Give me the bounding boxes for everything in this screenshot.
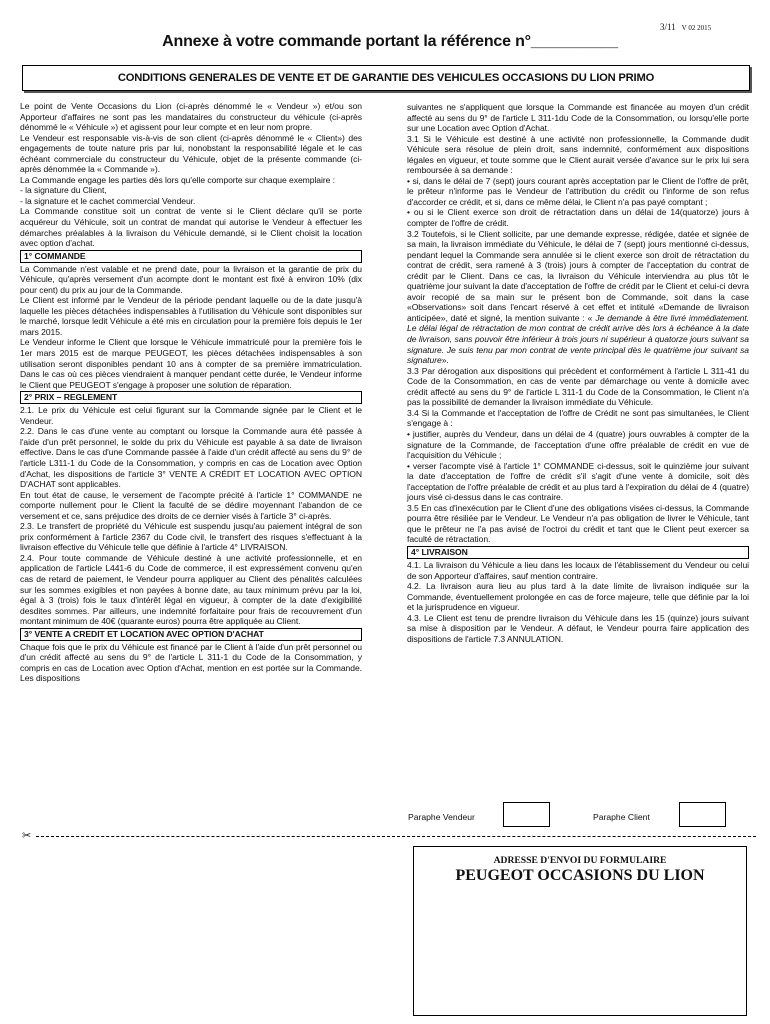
section-paragraph: • si, dans le délai de 7 (sept) jours courant après acceptation par le Client de l'offre de prêt, le prêteur n'informe pas le Vendeur de l'attribution du crédit ou l'informe de son refus d'accorder ce crédit, et si, dans ce même délai, le Client n'a pas payé comptant ; <box>407 175 749 207</box>
section-paragraph: Le Vendeur informe le Client que lorsque le Véhicule immatriculé pour la première fois le 1er mars 2015 est de marque PEUGEOT, les pièces détachées indispensables à son utilisation seront disponibles pendant 10 ans à compter de sa première immatriculation. Dans le cas où ces pièces viendraient à manquer pendant cette durée, le Vendeur informe le Client que PEUGEOT s'engage à proposer une solution de réparation. <box>20 337 362 390</box>
intro-paragraph: Le Vendeur est responsable vis-à-vis de son client (ci-après dénommé le « Client») des engagements de toute nature pris par lui, nonobstant la responsabilité légale et le cas échéant commerciale du constructeur du Véhicule, objet de la présente commande (ci-après dénommée la « Commande »). <box>20 132 362 175</box>
left-column <box>20 101 362 684</box>
version-label: V 02 2015 <box>681 24 712 32</box>
section-paragraph: 2.4. Pour toute commande de Véhicule destiné à une activité professionnelle, et en application de l'article L441-6 du Code de commerce, il est expressément convenu qu'en cas de retard de paiement, le Vendeur pourra appliquer au Client des pénalités calculées sur les sommes exigibles et non payées à bonne date, au taux minimum prévu par la loi, égal à 3 (trois) fois le taux d'intérêt légal en vigueur, à compter de la date d'exigibilité desdites sommes. Par ailleurs, une indemnité forfaitaire pour frais de recouvrement d'un montant minimum de 40€ (quarante euros) pourra être appliquée au Client. <box>20 552 362 627</box>
section-paragraph: 2.3. Le transfert de propriété du Véhicule est suspendu jusqu'au paiement intégral de son prix conformément à l'article 2367 du Code civil, le transfert des risques s'effectuant à la livraison effective du Véhicule telle que définie à l'article 4° LIVRAISON. <box>20 521 362 553</box>
section-paragraph: La Commande n'est valable et ne prend date, pour la livraison et la garantie de prix du Véhicule, qu'après versement d'un acompte dont le montant est fixé à environ 10% (dix pour cent) du prix au jour de la Commande. <box>20 263 362 295</box>
section-paragraph <box>407 229 749 366</box>
address-label: ADRESSE D'ENVOI DU FORMULAIRE <box>493 855 667 866</box>
intro-list-item: - la signature et le cachet commercial Vendeur. <box>20 195 196 206</box>
section-paragraph: 2.2. Dans le cas d'une vente au comptant ou lorsque la Commande aura été passée à l'aide d'un prêt personnel, le solde du prix du Véhicule est payable à sa date de livraison effective. Dans le cas d'une Commande passée à l'aide d'un crédit affecté au sens du 9° de l'article L311-1 du Code de la Consommation, y compris en cas de Location avec Option d'Achat, les dispositions de l'article 3° VENTE A CRÉDIT ET LOCATION AVEC OPTION D'ACHAT sont applicables. <box>20 426 362 490</box>
address-box <box>413 846 747 1016</box>
section-paragraph: suivantes ne s'appliquent que lorsque la Commande est financée au moyen d'un crédit affecté au sens du 9° de l'article L 311-1du Code de la Consommation, ou lorsqu'elle porte sur une Location avec Option d'Achat. <box>407 102 749 134</box>
paragraph-text: ». <box>441 355 449 366</box>
intro-paragraph: La Commande engage les parties dès lors qu'elle comporte sur chaque exemplaire : <box>20 174 335 185</box>
section-paragraph: 2.1. Le prix du Véhicule est celui figurant sur la Commande signée par le Client et le Vendeur. <box>20 405 362 426</box>
section-paragraph: 4.2. La livraison aura lieu au plus tard à la date limite de livraison indiquée sur la Commande, éventuellement prolongée en cas de force majeure, telle que définie par la loi et la jurisprudence en vigueur. <box>407 581 749 613</box>
page-number <box>660 22 711 32</box>
section-paragraph: • verser l'acompte visé à l'article 1° COMMANDE ci-dessus, soit le quinzième jour suivant la date d'acceptation de l'offre de crédit s'il s'agit d'une vente à domicile, soit dès l'acceptation de l'offre préalable de crédit et au plus tard à l'expiration du délai de 4 (quatre) jours visé ci-dessus dans le cas contraire. <box>407 460 749 503</box>
intro-paragraph: Le point de Vente Occasions du Lion (ci-après dénommé le « Vendeur ») et/ou son Apporteur d'affaires ne sont pas les mandataires du constructeur du véhicule (ci-après dénommé le « Véhicule ») et agissent pour leur compte et en leur nom propre. <box>20 101 362 133</box>
address-name: PEUGEOT OCCASIONS DU LION <box>455 867 705 884</box>
section-paragraph: • ou si le Client exerce son droit de rétractation dans un délai de 14(quatorze) jours à compter de l'offre de crédit. <box>407 207 749 229</box>
section-paragraph: En tout état de cause, le versement de l'acompte précité à l'article 1° COMMANDE ne comporte nullement pour le Client la faculté de se dédire moyennant l'abandon de ce versement et ce, sans préjudice des droits de ce dernier visés à l'article 3° ci-après. <box>20 489 362 521</box>
section-paragraph: 3.3 Par dérogation aux dispositions qui précèdent et conformément à l'article L 311-41 du Code de la Consommation, en cas de vente par démarchage ou vente à domicile avec crédit affecté au sens du 9° de l'article L 311-1 du Code de la Consommation, le Client n'a pas la possibilité de demander la livraison immédiate du Véhicule. <box>407 365 749 408</box>
section-paragraph: 3.5 En cas d'inexécution par le Client d'une des obligations visées ci-dessus, la Commande pourra être résiliée par le Vendeur. Le Vendeur n'a pas obligation de livrer le Véhicule, tant que le prêteur ne l'a pas avisé de l'octroi du crédit et tant que le Client peut exercer sa faculté de rétractation. <box>407 502 749 545</box>
annex-title: Annexe à votre commande portant la référence n°__________ <box>162 33 618 50</box>
section-heading-commande: 1° COMMANDE <box>20 250 362 263</box>
cgv-title-box: CONDITIONS GENERALES DE VENTE ET DE GARANTIE DES VEHICULES OCCASIONS DU LION PRIMO <box>22 65 750 91</box>
section-heading-livraison: 4° LIVRAISON <box>407 546 749 559</box>
section-paragraph: Chaque fois que le prix du Véhicule est financé par le Client à l'aide d'un prêt personnel ou d'un crédit affecté au sens du 9° de l'article L 311-1 du Code de la Consommation, y compris en cas de Location avec Option d'Achat, mention en est portée sur la Commande. Les dispositions <box>20 641 362 684</box>
section-heading-credit: 3° VENTE A CREDIT ET LOCATION AVEC OPTION D'ACHAT <box>20 628 362 641</box>
section-paragraph: 3.1 Si le Véhicule est destiné à une activité non professionnelle, la Commande dudit Véhicule sera résolue de plein droit, sans indemnité, conformément aux dispositions légales en vigueur, et toute somme que le Client aurait versée d'avance sur le prix lui sera remboursée à sa demande : <box>407 133 749 176</box>
page-count: 3/11 <box>660 22 676 32</box>
intro-paragraph: La Commande constitue soit un contrat de vente si le Client déclare qu'il se porte acquéreur du Véhicule, soit un contrat de mandat qui autorise le Vendeur à effectuer les démarches préalables à la livraison du Véhicule demandé, si le Client choisit la location avec option d'achat. <box>20 206 362 249</box>
right-column <box>407 102 749 644</box>
paraphe-client-field[interactable] <box>679 802 726 827</box>
section-heading-prix: 2° PRIX – REGLEMENT <box>20 391 362 404</box>
scissors-icon: ✂ <box>22 830 32 842</box>
paraphe-vendeur-field[interactable] <box>503 802 550 827</box>
section-paragraph: 4.1. La livraison du Véhicule a lieu dans les locaux de l'établissement du Vendeur ou celui de son Apporteur d'affaires, sauf mention contraire. <box>407 559 749 581</box>
section-paragraph: Le Client est informé par le Vendeur de la période pendant laquelle ou de la date jusqu'à laquelle les pièces détachées indispensables à l'utilisation du Véhicule sont disponibles sur le marché, lorsque ledit Véhicule a été mis en circulation pour la première fois depuis le 1er mars 2015. <box>20 295 362 337</box>
section-paragraph: • justifier, auprès du Vendeur, dans un délai de 4 (quatre) jours ouvrables à compter de la signature de la Commande, de l'acceptation d'une offre préalable de crédit en vue de l'acquisition du Véhicule ; <box>407 428 749 461</box>
quoted-mention: Je demande à être livré immédiatement. Le délai légal de rétractation de mon contrat de crédit arrive dès lors à échéance à la date de livraison, sans pouvoir être inférieur à trois jours ni supérieur à quatorze jours suivant sa signature. Je suis tenu par mon contrat de vente principal dès le quatrième jour suivant sa signature <box>407 312 750 366</box>
paraphe-client-label: Paraphe Client <box>593 812 650 822</box>
paragraph-text: 3.2 Toutefois, si le Client sollicite, par une demande expresse, rédigée, datée et signée de sa main, la livraison immédiate du Véhicule, le délai de 7 (sept) jours mentionné ci-dessus, pendant lequel la Commande sera annulée si le client exerce son droit de rétractation du contrat de crédit, sera ramené à 3 (trois) jours à compter de l'acceptation du contrat de crédit par le Client. Dans ce cas, la livraison du Véhicule interviendra au plus tôt le quatrième jour suivant la date d'acceptation de l'offre de crédit par le Client et celui-ci devra avoir recopié de sa main sur le présent bon de Commande, soit dans la case «Observations» soit dans l'encart réservé à cet effet et intitulé «Demande de livraison anticipée», daté et signé, la mention suivante : « <box>407 228 749 323</box>
cut-line <box>36 836 756 837</box>
intro-list-item: - la signature du Client, <box>20 185 107 196</box>
paraphe-vendeur-label: Paraphe Vendeur <box>408 812 475 822</box>
section-paragraph: 3.4 Si la Commande et l'acceptation de l'offre de Crédit ne sont pas simultanées, le Client s'engage à : <box>407 407 749 429</box>
section-paragraph: 4.3. Le Client est tenu de prendre livraison du Véhicule dans les 15 (quinze) jours suivant sa mise à disposition par le Vendeur. A défaut, le Vendeur pourra faire application des dispositions de l'article 7.3 ANNULATION. <box>407 612 749 644</box>
